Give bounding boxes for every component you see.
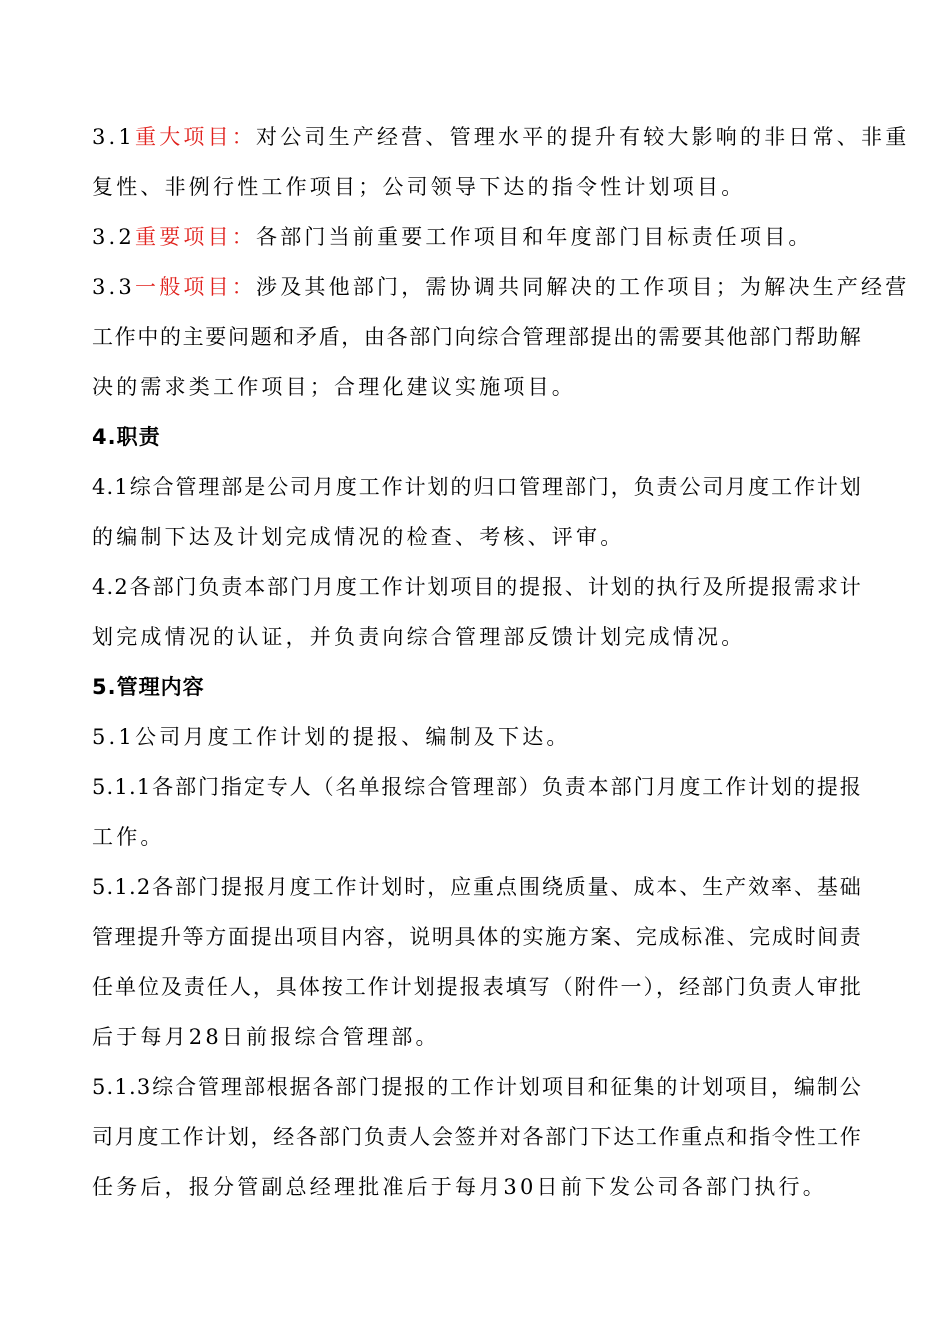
section-4-2-line-2: 划完成情况的认证，并负责向综合管理部反馈计划完成情况。	[92, 625, 746, 649]
section-5-1-2-line-2: 管理提升等方面提出项目内容，说明具体的实施方案、完成标准、完成时间责	[92, 925, 862, 949]
section-3-3-number: 3.3	[92, 275, 135, 299]
section-5-1-3-line-3: 任务后，报分管副总经理批准后于每月30日前下发公司各部门执行。	[92, 1175, 827, 1199]
section-3-3-line-3: 决的需求类工作项目；合理化建议实施项目。	[92, 375, 576, 399]
section-3-2-line-1	[92, 212, 862, 262]
section-3-2-text: 各部门当前重要工作项目和年度部门目标责任项目。	[256, 225, 813, 249]
section-3-2-number: 3.2	[92, 225, 135, 249]
section-3-1-term: 重大项目：	[135, 125, 256, 149]
section-4-2-line-1: 4.2各部门负责本部门月度工作计划项目的提报、计划的执行及所提报需求计	[92, 575, 862, 599]
section-3-3-text: 涉及其他部门，需协调共同解决的工作项目；为解决生产经营	[256, 275, 910, 299]
section-3-1-text: 对公司生产经营、管理水平的提升有较大影响的非日常、非重	[256, 125, 910, 149]
section-5-1-3-line-1: 5.1.3综合管理部根据各部门提报的工作计划项目和征集的计划项目，编制公	[92, 1075, 862, 1099]
section-3-1-line-2: 复性、非例行性工作项目；公司领导下达的指令性计划项目。	[92, 175, 746, 199]
section-3-3-line-2: 工作中的主要问题和矛盾，由各部门向综合管理部提出的需要其他部门帮助解	[92, 325, 862, 349]
heading-5: 5.管理内容	[92, 675, 205, 699]
section-3-2-term: 重要项目：	[135, 225, 256, 249]
section-5-1-2-line-1: 5.1.2各部门提报月度工作计划时，应重点围绕质量、成本、生产效率、基础	[92, 875, 862, 899]
section-3-3-line-1	[92, 262, 910, 312]
section-5-1-2-line-4: 后于每月28日前报综合管理部。	[92, 1025, 440, 1049]
section-5-1-1-line-1: 5.1.1各部门指定专人（名单报综合管理部）负责本部门月度工作计划的提报	[92, 775, 862, 799]
section-5-1-2-line-3: 任单位及责任人，具体按工作计划提报表填写（附件一），经部门负责人审批	[92, 975, 862, 999]
document-page	[92, 112, 910, 1212]
section-3-1-line-1	[92, 112, 910, 162]
section-3-3-term: 一般项目：	[135, 275, 256, 299]
section-4-1-line-2: 的编制下达及计划完成情况的检查、考核、评审。	[92, 525, 625, 549]
section-4-1-line-1: 4.1综合管理部是公司月度工作计划的归口管理部门，负责公司月度工作计划	[92, 475, 862, 499]
section-5-1-line-1: 5.1公司月度工作计划的提报、编制及下达。	[92, 725, 571, 749]
section-3-1-number: 3.1	[92, 125, 135, 149]
section-5-1-3-line-2: 司月度工作计划，经各部门负责人会签并对各部门下达工作重点和指令性工作	[92, 1125, 862, 1149]
section-5-1-1-line-2: 工作。	[92, 825, 165, 849]
heading-4: 4.职责	[92, 425, 161, 449]
